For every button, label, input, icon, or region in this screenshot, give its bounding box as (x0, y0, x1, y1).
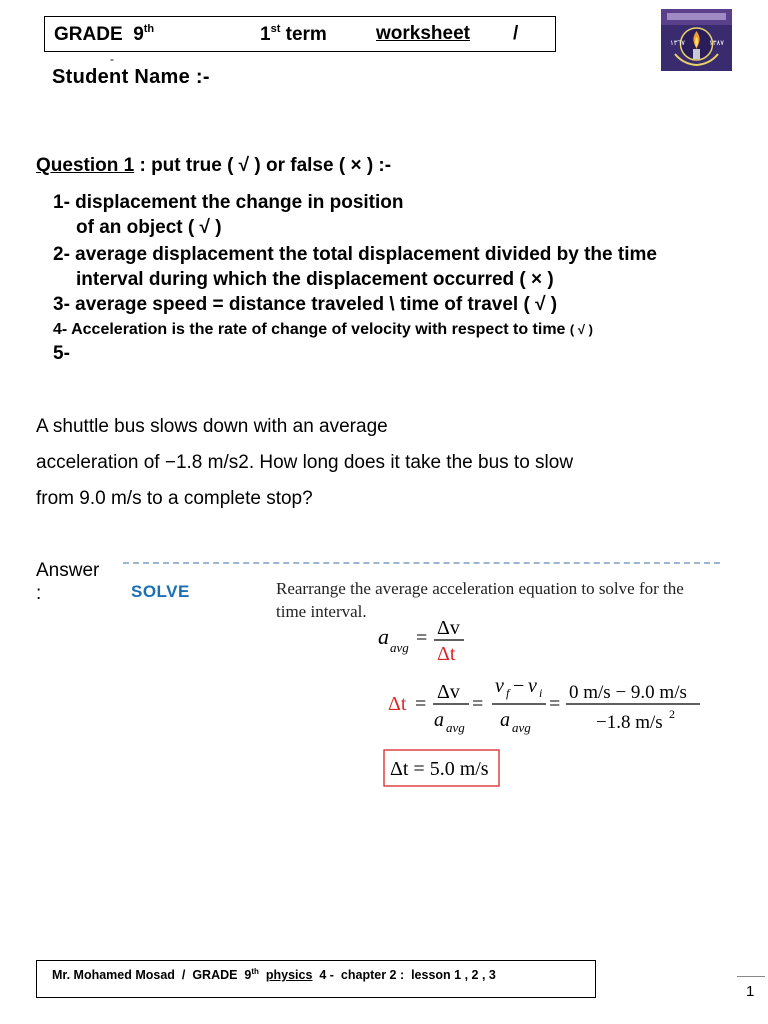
svg-text:i: i (539, 686, 543, 700)
problem-line-2: acceleration of −1.8 m/s2. How long does it take the bus to slow (36, 452, 574, 473)
svg-text:=: = (472, 693, 484, 715)
question-item-4-num: 4- (53, 321, 68, 338)
svg-text:avg: avg (390, 640, 409, 655)
svg-text:Δt: Δt (437, 643, 456, 665)
question-item-4-mark: ( √ ) (569, 322, 593, 337)
question-item-2-cont: interval during which the displacement occurred ( × ) (76, 269, 554, 290)
footer-grade: GRADE 9 (192, 968, 252, 982)
header-box (44, 16, 556, 52)
svg-text:2: 2 (669, 707, 675, 721)
svg-text:a: a (378, 624, 389, 649)
svg-text:=: = (415, 693, 427, 715)
question-1-title (36, 155, 391, 177)
svg-text:Δt: Δt (388, 693, 407, 715)
school-emblem-icon (661, 9, 732, 71)
svg-text:=: = (549, 693, 561, 715)
stray-dash: - (110, 52, 114, 66)
worksheet-title: worksheet (376, 23, 470, 44)
problem-line-3: from 9.0 m/s to a complete stop? (36, 488, 313, 509)
answer-label-text: Answer (36, 560, 100, 581)
student-name-label: Student Name :- (52, 66, 210, 88)
footer-subject: physics (265, 968, 313, 982)
result-box (384, 750, 499, 786)
solve-divider (123, 562, 720, 564)
svg-text:avg: avg (512, 720, 531, 735)
svg-text:avg: avg (446, 720, 465, 735)
question-item-4 (53, 321, 593, 339)
footer-chapter: 4 - chapter 2 : lesson 1 , 2 , 3 (312, 968, 496, 982)
solve-instruction: Rearrange the average acceleration equation to solve for the time interval. (276, 579, 684, 621)
term-title: 1st term (260, 23, 327, 45)
question-item-2: 2- average displacement the total displacement divided by the time (53, 244, 657, 265)
svg-text:=: = (416, 627, 428, 649)
answer-label (36, 559, 99, 605)
svg-text:0 m/s − 9.0 m/s: 0 m/s − 9.0 m/s (569, 682, 687, 703)
footer-author: Mr. Mohamed Mosad (52, 968, 175, 982)
question-1-label: Question 1 (36, 155, 135, 176)
problem-line-1: A shuttle bus slows down with an average (36, 416, 388, 437)
solution-equations (370, 612, 710, 797)
svg-text:١٣٨٧: ١٣٨٧ (709, 39, 725, 47)
question-item-1-cont: of an object ( √ ) (76, 217, 222, 238)
question-item-3: 3- average speed = distance traveled \ time of travel ( √ ) (53, 294, 558, 315)
answer-label-colon: : (36, 583, 42, 604)
page-number-rule (737, 976, 765, 977)
svg-text:−: − (513, 675, 525, 697)
svg-text:f: f (506, 686, 510, 700)
footer-box (36, 960, 596, 998)
svg-text:١٣٦٧: ١٣٦٧ (670, 39, 686, 47)
svg-text:v: v (528, 675, 537, 697)
question-item-5: 5- (53, 343, 70, 364)
svg-text:−1.8 m/s: −1.8 m/s (596, 712, 663, 733)
question-item-1: 1- displacement the change in position (53, 192, 404, 213)
footer-text: Mr. Mohamed Mosad / GRADE 9th physics 4 - chapter 2 : lesson 1 , 2 , 3 (52, 967, 496, 982)
svg-text:v: v (495, 675, 504, 697)
svg-text:Δv: Δv (437, 617, 460, 639)
svg-text:a: a (434, 709, 444, 731)
grade-title: GRADE 9th (54, 23, 155, 45)
question-item-4-text: Acceleration is the rate of change of velocity with respect to time (71, 321, 566, 338)
svg-text:Δt = 5.0 m/s: Δt = 5.0 m/s (390, 758, 489, 780)
solve-heading: SOLVE (131, 582, 190, 601)
equation-time-interval (388, 675, 700, 735)
svg-text:Δv: Δv (437, 681, 460, 703)
svg-text:a: a (500, 709, 510, 731)
question-1-instruction: : put true ( √ ) or false ( × ) :- (134, 155, 392, 176)
page-number: 1 (746, 983, 755, 1000)
equation-average-acceleration (378, 617, 464, 665)
header-slash: / (513, 23, 519, 44)
